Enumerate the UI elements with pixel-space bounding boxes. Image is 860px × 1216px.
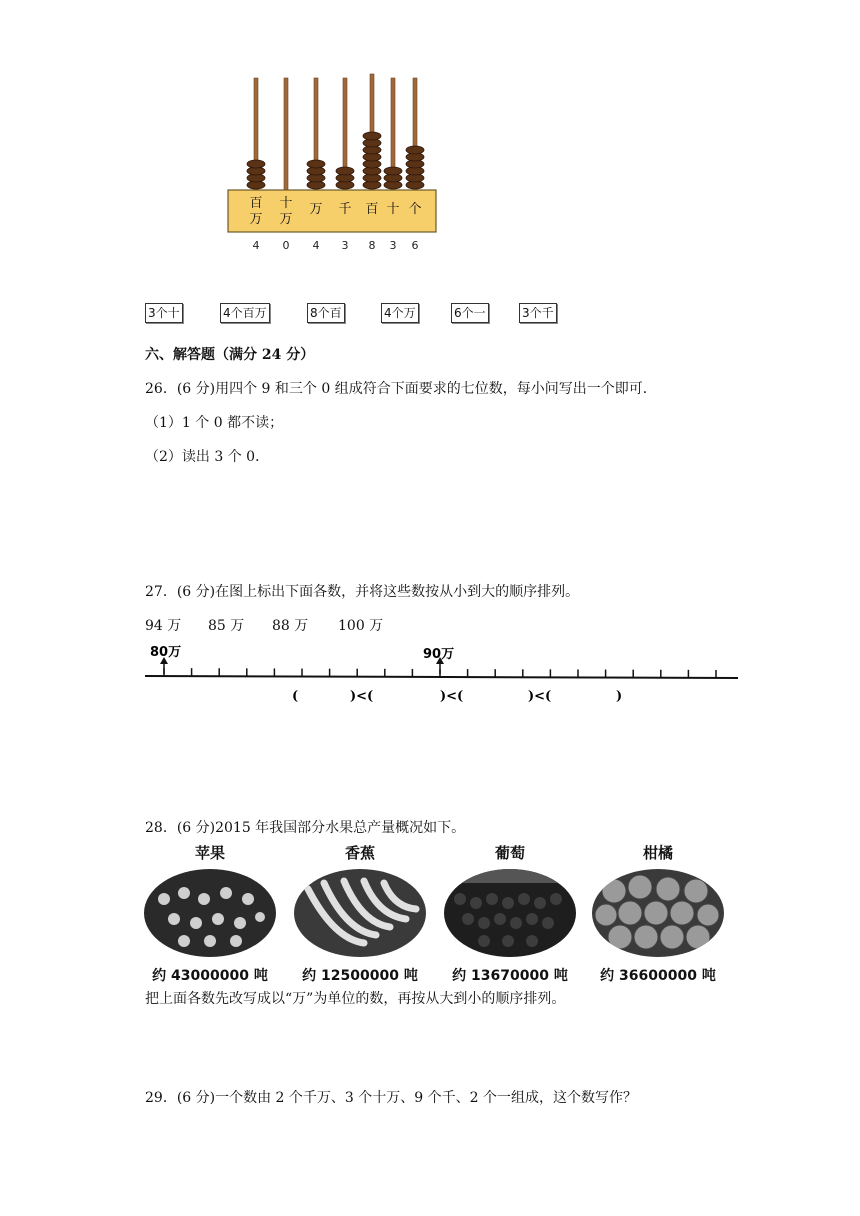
q27-number: 88 万 bbox=[272, 618, 309, 634]
abacus-bead bbox=[307, 160, 325, 168]
abacus-place-label: 百万 bbox=[249, 196, 263, 227]
fruit-amount: 约 36600000 吨 bbox=[600, 968, 716, 984]
question-28-stem: 28．(6 分)2015 年我国部分水果总产量概况如下。 bbox=[145, 820, 466, 836]
ordering-paren: ) bbox=[616, 689, 623, 704]
ordering-paren: ( bbox=[292, 689, 299, 704]
apple-photo bbox=[144, 869, 276, 957]
q27-number: 85 万 bbox=[208, 618, 245, 634]
abacus-place-label: 十 bbox=[386, 202, 400, 217]
place-chip: 4个百万 bbox=[220, 303, 270, 323]
abacus-place-label: 千 bbox=[338, 202, 352, 217]
abacus-digit: 4 bbox=[312, 239, 320, 252]
abacus-place-label: 个 bbox=[408, 202, 422, 217]
section-title: 六、解答题（满分 24 分） bbox=[145, 347, 315, 363]
question-28-instruction: 把上面各数先改写成以“万”为单位的数，再按从大到小的顺序排列。 bbox=[145, 991, 566, 1007]
fruit-apple bbox=[140, 842, 280, 985]
abacus-place-label: 万 bbox=[309, 202, 323, 217]
abacus-bead bbox=[384, 167, 402, 175]
number-line-start-label: 80万 bbox=[150, 645, 182, 660]
question-29-stem: 29．(6 分)一个数由 2 个千万、3 个十万、9 个千、2 个一组成，这个数写作？ bbox=[145, 1090, 637, 1106]
place-chip: 3个千 bbox=[519, 303, 557, 323]
abacus-place-label: 百 bbox=[365, 202, 379, 217]
abacus-place-label: 十万 bbox=[279, 196, 293, 227]
question-27-stem: 27．(6 分)在图上标出下面各数，并将这些数按从小到大的顺序排列。 bbox=[145, 584, 580, 600]
abacus-digit: 6 bbox=[411, 239, 419, 252]
number-line-mid-label: 90万 bbox=[423, 647, 455, 662]
q27-number: 94 万 bbox=[145, 618, 182, 634]
fruit-name: 葡萄 bbox=[494, 844, 525, 862]
abacus-digit: 3 bbox=[341, 239, 349, 252]
place-chip: 3个十 bbox=[145, 303, 183, 323]
abacus-figure bbox=[225, 72, 440, 257]
abacus-digit: 3 bbox=[389, 239, 397, 252]
question-26-stem: 26．(6 分)用四个 9 和三个 0 组成符合下面要求的七位数，每小问写出一个即可． bbox=[145, 381, 657, 397]
place-chip: 4个万 bbox=[381, 303, 419, 323]
fruit-orange bbox=[588, 842, 728, 985]
abacus-digit: 8 bbox=[368, 239, 376, 252]
place-chip: 6个一 bbox=[451, 303, 489, 323]
ordering-paren: )<( bbox=[350, 689, 374, 704]
abacus-bead bbox=[363, 132, 381, 140]
ordering-paren: )<( bbox=[440, 689, 464, 704]
q27-number: 100 万 bbox=[338, 618, 384, 634]
question-26-part-1: （1）1 个 0 都不读； bbox=[145, 415, 284, 431]
fruit-banana bbox=[290, 842, 430, 985]
fruit-name: 香蕉 bbox=[344, 844, 375, 862]
abacus-digit: 0 bbox=[282, 239, 290, 252]
abacus-bead bbox=[406, 146, 424, 154]
orange-photo bbox=[592, 869, 724, 957]
fruit-amount: 约 43000000 吨 bbox=[152, 968, 268, 984]
fruit-grape bbox=[440, 842, 580, 985]
fruit-name: 苹果 bbox=[194, 844, 225, 862]
fruit-amount: 约 12500000 吨 bbox=[302, 968, 418, 984]
fruit-name: 柑橘 bbox=[642, 844, 673, 862]
abacus-bead bbox=[336, 167, 354, 175]
ordering-paren: )<( bbox=[528, 689, 552, 704]
place-chip: 8个百 bbox=[307, 303, 345, 323]
banana-photo bbox=[294, 869, 426, 957]
abacus-digit: 4 bbox=[252, 239, 260, 252]
abacus-rod bbox=[284, 78, 288, 190]
fruit-amount: 约 13670000 吨 bbox=[452, 968, 568, 984]
number-line bbox=[140, 640, 745, 710]
abacus-bead bbox=[247, 160, 265, 168]
question-26-part-2: （2）读出 3 个 0． bbox=[145, 449, 270, 465]
grape-photo bbox=[444, 869, 576, 957]
